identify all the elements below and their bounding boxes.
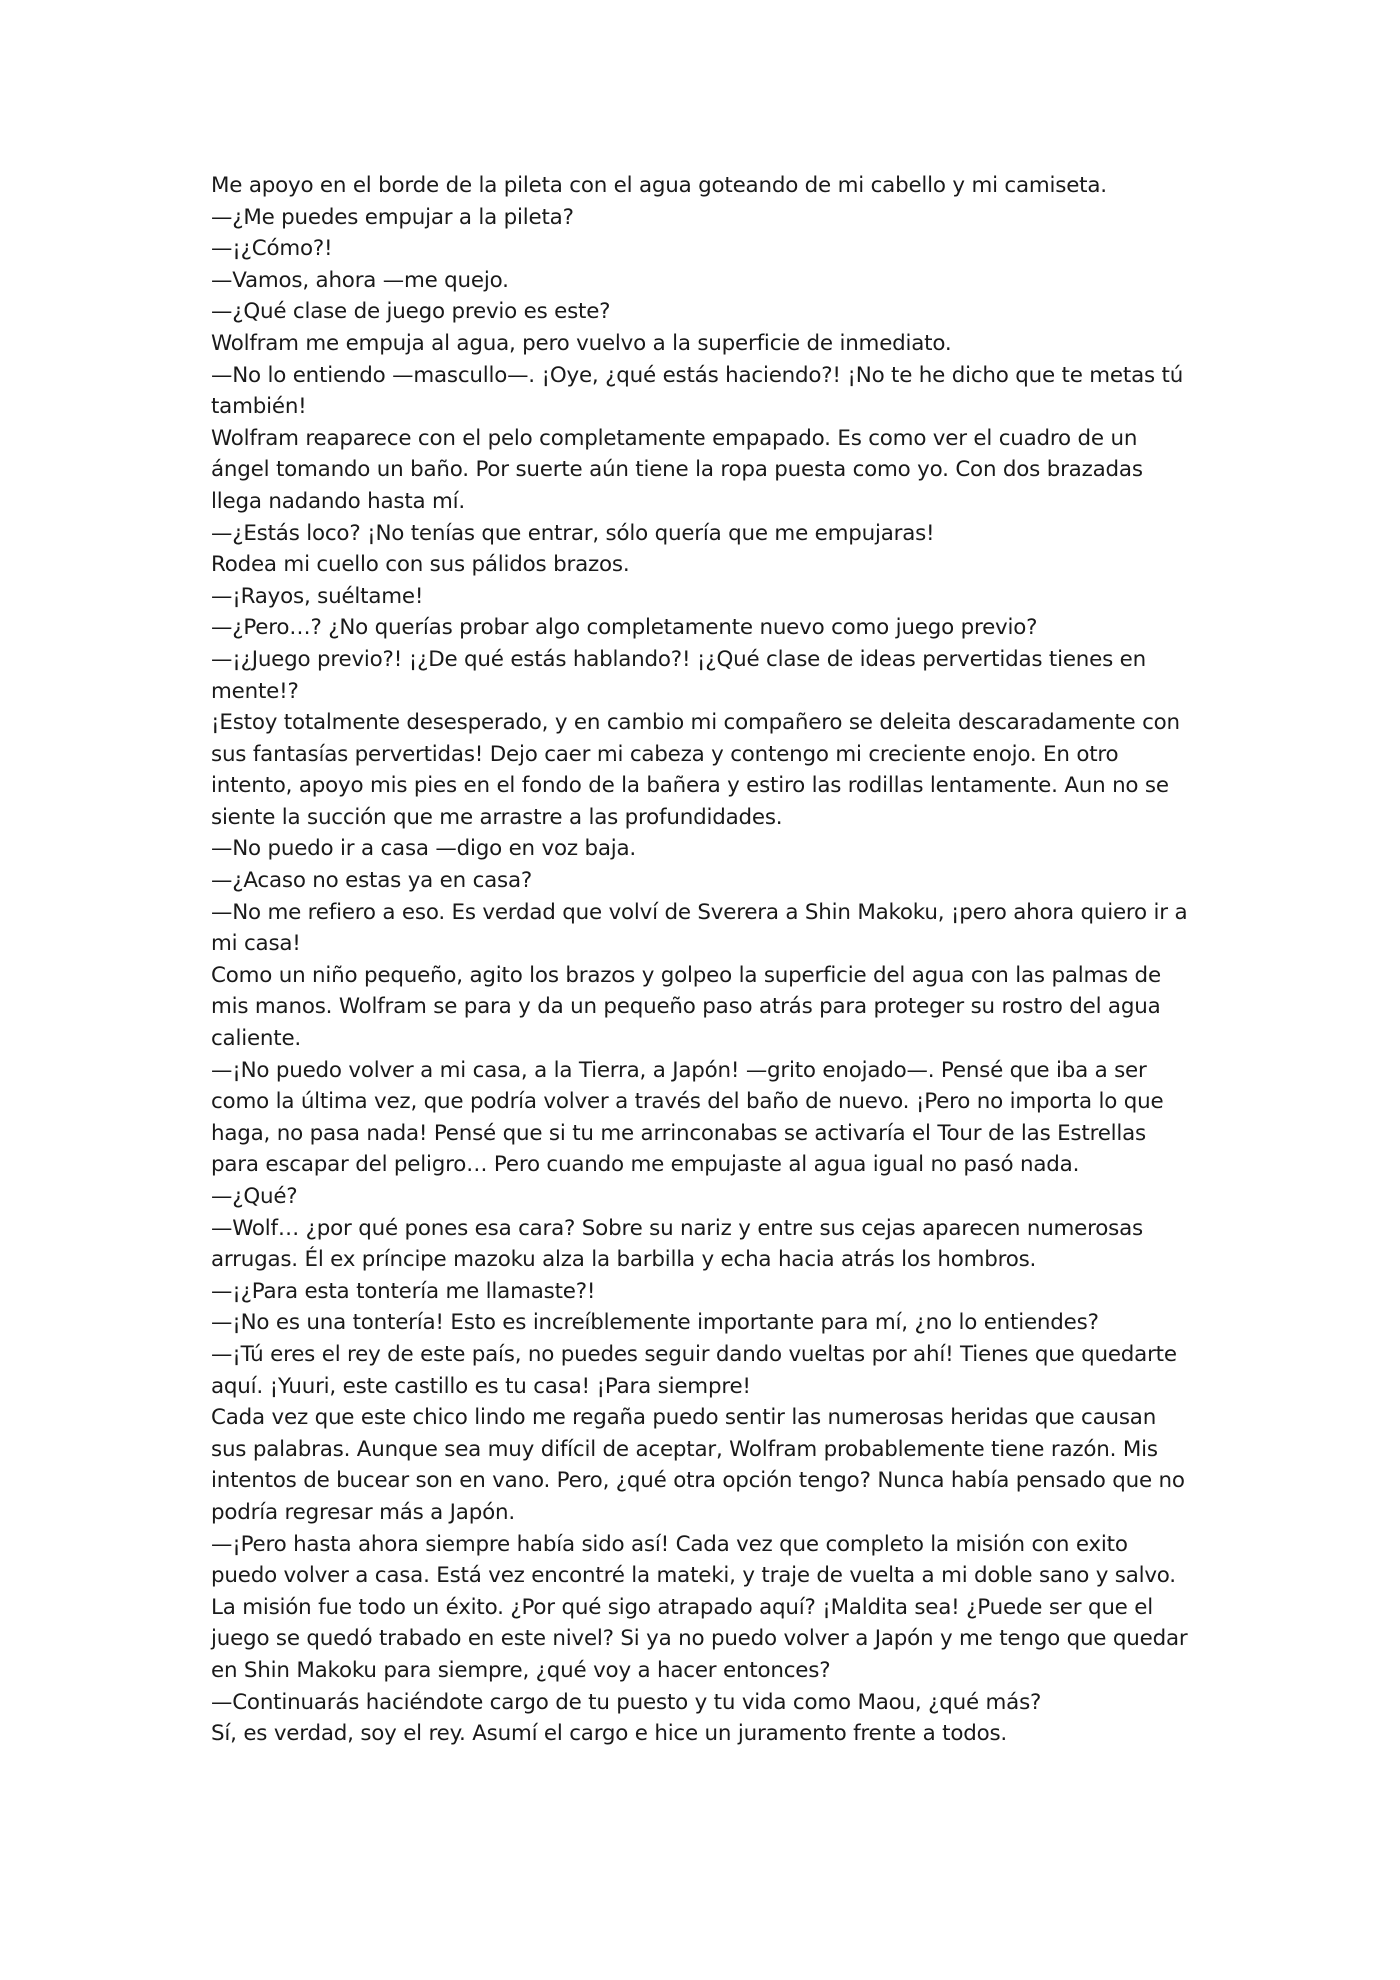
paragraph: Me apoyo en el borde de la pileta con el agua goteando de mi cabello y mi camiseta.: [211, 173, 1107, 198]
document-page: [211, 170, 1196, 1750]
paragraph: —¡¿Para esta tontería me llamaste?!: [211, 1278, 596, 1304]
paragraph: —No me refiero a eso. Es verdad que volví de Sverera a Shin Makoku, ¡pero ahora quiero ir a mi casa!: [211, 899, 1188, 957]
paragraph: Sí, es verdad, soy el rey. Asumí el cargo e hice un juramento frente a todos.: [211, 1721, 1008, 1747]
paragraph: —¿Qué?: [211, 1184, 298, 1209]
paragraph: —¡Tú eres el rey de este país, no puedes seguir dando vueltas por ahí! Tienes que quedarte aquí. ¡Yuuri, este castillo es tu casa! ¡Para siempre!: [211, 1341, 1177, 1399]
paragraph: Rodea mi cuello con sus pálidos brazos.: [211, 552, 630, 578]
paragraph: —¡No puedo volver a mi casa, a la Tierra, a Japón! —grito enojado—. Pensé que iba a ser como la última vez, que podría volver a través del baño de nuevo. ¡Pero no importa lo que haga, no pasa nada! Pensé que si tu me arrinconabas se activaría el Tour de las Estrellas para escapar del peligro… Pero cuando me empujaste al agua igual no pasó nada.: [211, 1057, 1164, 1178]
paragraph: —¡No es una tontería! Esto es increíblemente importante para mí, ¿no lo entiendes?: [211, 1310, 1099, 1336]
paragraph: —¿Me puedes empujar a la pileta?: [211, 204, 574, 230]
paragraph: Cada vez que este chico lindo me regaña puedo sentir las numerosas heridas que causan sus palabras. Aunque sea muy difícil de aceptar, Wolfram probablemente tiene razón. Mis intentos de bucear son en vano. Pero, ¿qué otra opción tengo? Nunca había pensado que no podría regresar más a Japón.: [211, 1405, 1185, 1525]
paragraph: —¿Acaso no estas ya en casa?: [211, 868, 533, 894]
paragraph: Wolfram reaparece con el pelo completamente empapado. Es como ver el cuadro de un ángel tomando un baño. Por suerte aún tiene la ropa puesta como yo. Con dos brazadas llega nadando hasta mí.: [211, 425, 1143, 514]
paragraph: —Vamos, ahora —me quejo.: [211, 267, 509, 293]
paragraph: —¡¿Juego previo?! ¡¿De qué estás hablando?! ¡¿Qué clase de ideas pervertidas tienes en mente!?: [211, 646, 1146, 704]
paragraph: —No lo entiendo —mascullo—. ¡Oye, ¿qué estás haciendo?! ¡No te he dicho que te metas tú también!: [211, 362, 1184, 420]
paragraph: ¡Estoy totalmente desesperado, y en cambio mi compañero se deleita descaradamente con sus fantasías pervertidas! Dejo caer mi cabeza y contengo mi creciente enojo. En otro intento, apoyo mis pies en el fondo de la bañera y estiro las rodillas lentamente. Aun no se siente la succión que me arrastre a las profundidades.: [211, 710, 1180, 830]
paragraph: —Wolf… ¿por qué pones esa cara? Sobre su nariz y entre sus cejas aparecen numerosas arrugas. Él ex príncipe mazoku alza la barbilla y echa hacia atrás los hombros.: [211, 1215, 1143, 1273]
paragraph: —¡¿Cómo?!: [211, 236, 333, 262]
paragraph: Wolfram me empuja al agua, pero vuelvo a la superficie de inmediato.: [211, 330, 952, 356]
paragraph: —¡Rayos, suéltame!: [211, 583, 424, 609]
paragraph: —¡Pero hasta ahora siempre había sido así! Cada vez que completo la misión con exito puedo volver a casa. Está vez encontré la mateki, y traje de vuelta a mi doble sano y salvo. La misión fue todo un éxito. ¿Por qué sigo atrapado aquí? ¡Maldita sea! ¿Puede ser que el juego se quedó trabado en este nivel? Si ya no puedo volver a Japón y me tengo que quedar en Shin Makoku para siempre, ¿qué voy a hacer entonces?: [211, 1531, 1188, 1683]
paragraph: —¿Estás loco? ¡No tenías que entrar, sólo quería que me empujaras!: [211, 520, 935, 546]
paragraph: —¿Pero…? ¿No querías probar algo completamente nuevo como juego previo?: [211, 615, 1038, 641]
paragraph: —Continuarás haciéndote cargo de tu puesto y tu vida como Maou, ¿qué más?: [211, 1689, 1042, 1715]
paragraph: —No puedo ir a casa —digo en voz baja.: [211, 836, 637, 862]
paragraph: Como un niño pequeño, agito los brazos y golpeo la superficie del agua con las palmas de mis manos. Wolfram se para y da un pequeño paso atrás para proteger su rostro del agua caliente.: [211, 962, 1161, 1052]
paragraph: —¿Qué clase de juego previo es este?: [211, 299, 611, 325]
